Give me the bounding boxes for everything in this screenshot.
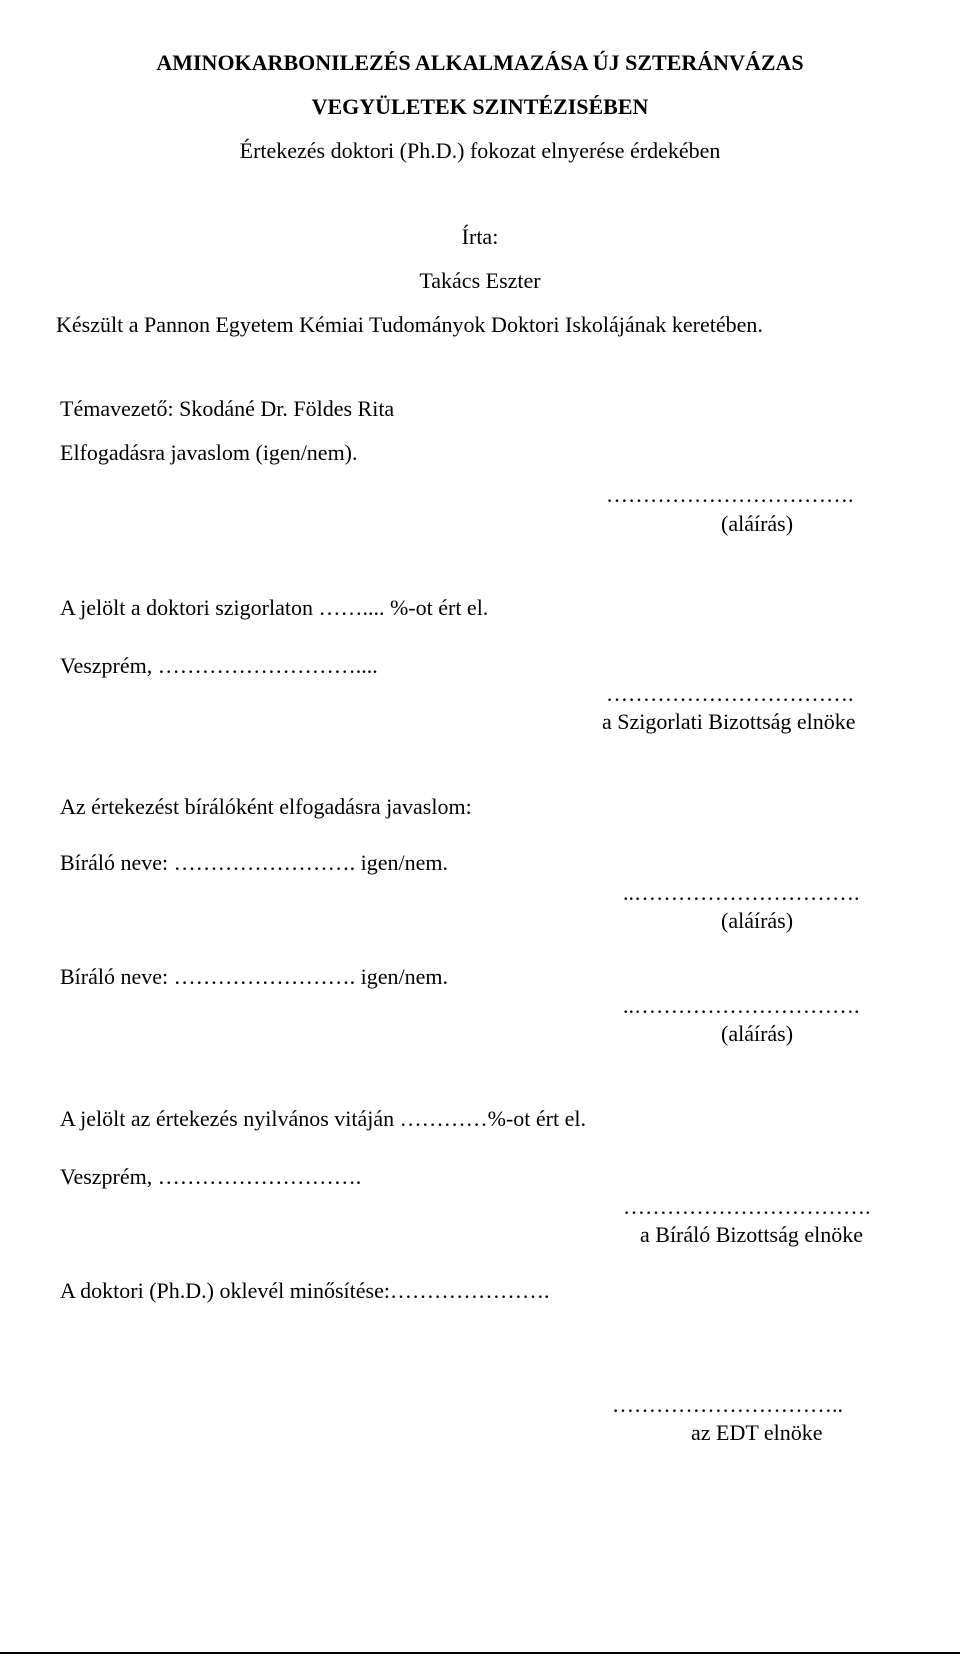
- exam-result-line: A jelölt a doktori szigorlaton …….... %-ot ért el.: [60, 595, 489, 620]
- reviewer-2-signature-label: (aláírás): [721, 1021, 794, 1046]
- exam-place-line: Veszprém, ………………………....: [60, 653, 378, 678]
- edt-signature-dots: …………………………..: [612, 1392, 843, 1417]
- author-name: Takács Eszter: [419, 268, 541, 293]
- institution-line: Készült a Pannon Egyetem Kémiai Tudományok Doktori Iskolájának keretében.: [56, 312, 763, 337]
- reviewer-2-line: Bíráló neve: ……………………. igen/nem.: [60, 964, 448, 989]
- page-bottom-rule: [0, 1652, 960, 1654]
- reviewer-2-signature-dots: ..………………………….: [623, 993, 860, 1018]
- supervisor-line: Témavezető: Skodáné Dr. Földes Rita: [60, 396, 395, 421]
- defense-result-line: A jelölt az értekezés nyilvános vitáján …………%-ot ért el.: [60, 1106, 587, 1131]
- supervisor-signature-label: (aláírás): [721, 511, 794, 536]
- supervisor-recommendation: Elfogadásra javaslom (igen/nem).: [60, 440, 358, 465]
- defense-signature-label: a Bíráló Bizottság elnöke: [640, 1222, 863, 1247]
- defense-signature-dots: …………………………….: [623, 1194, 871, 1219]
- reviewer-1-signature-dots: ..………………………….: [623, 880, 860, 905]
- reviewers-intro: Az értekezést bírálóként elfogadásra javaslom:: [60, 794, 472, 819]
- supervisor-signature-dots: …………………………….: [606, 482, 854, 507]
- diploma-qualification-line: A doktori (Ph.D.) oklevél minősítése:………………….: [60, 1278, 550, 1303]
- defense-place-line: Veszprém, ……………………….: [60, 1164, 362, 1189]
- thesis-title-line-1: AMINOKARBONILEZÉS ALKALMAZÁSA ÚJ SZTERÁNVÁZAS: [156, 50, 804, 75]
- reviewer-1-signature-label: (aláírás): [721, 908, 794, 933]
- edt-signature-label: az EDT elnöke: [691, 1420, 823, 1445]
- exam-signature-label: a Szigorlati Bizottság elnöke: [602, 709, 856, 734]
- reviewer-1-line: Bíráló neve: ……………………. igen/nem.: [60, 850, 448, 875]
- thesis-subtitle: Értekezés doktori (Ph.D.) fokozat elnyerése érdekében: [239, 138, 721, 163]
- author-label: Írta:: [461, 224, 499, 249]
- thesis-title-line-2: VEGYÜLETEK SZINTÉZISÉBEN: [311, 94, 649, 119]
- exam-signature-dots: …………………………….: [606, 681, 854, 706]
